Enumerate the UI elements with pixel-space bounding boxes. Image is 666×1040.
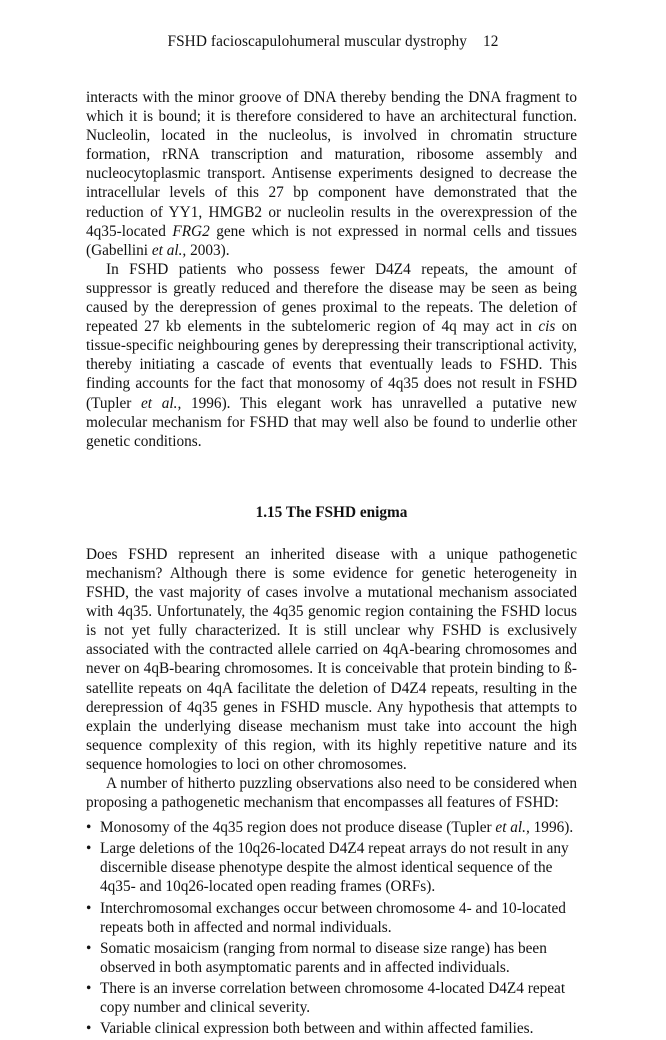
list-item <box>86 818 577 837</box>
list-item-text: 1996). <box>529 819 574 837</box>
gene-name-italic: FRG2 <box>172 222 210 240</box>
term-italic: cis <box>538 318 556 336</box>
list-item-text: Variable clinical expression both between and within affected families. <box>100 1020 534 1038</box>
bullet-glyph: • <box>86 939 92 957</box>
citation-italic: et al., <box>495 819 530 837</box>
paragraph-text: interacts with the minor groove of DNA thereby bending the DNA fragment to which it is bound; it is therefore considered to have an architectural function. Nucleolin, located in the nucleolus, is involved in chromatin structure formation, rRNA transcription and maturation, ribosome assembly and nucleocytoplasmic transport. Antisense experiments designed to decrease the intracellular levels of this 27 bp component have demonstrated that the reduction of YY1, HMGB2 or nucleolin results in the overexpression of the 4q35-located <box>86 89 577 240</box>
running-header <box>0 32 666 51</box>
list-item <box>86 979 577 1017</box>
list-item-text: Somatic mosaicism (ranging from normal to disease size range) has been observed in both asymptomatic parents and in affected individuals. <box>100 939 547 976</box>
list-item-text: Interchromosomal exchanges occur between chromosome 4- and 10-located repeats both in affected and normal individuals. <box>100 899 566 936</box>
page-number: 12 <box>483 33 499 50</box>
paragraph-text: 1996). This elegant work has unravelled a putative new molecular mechanism for FSHD that may well also be found to underlie other genetic conditions. <box>86 394 577 450</box>
bullet-glyph: • <box>86 819 92 837</box>
paragraph-enigma: Does FSHD represent an inherited disease with a unique pathogenetic mechanism? Although there is some evidence for genetic heterogeneity in FSHD, the vast majority of cases involve a mutational mechanism associated with 4q35. Unfortunately, the 4q35 genomic region containing the FSHD locus is not yet fully characterized. It is still unclear why FSHD is exclusively associated with the contracted allele carried on 4qA-bearing chromosomes and never on 4qB-bearing chromosomes. It is conceivable that protein binding to ß-satellite repeats on 4qA facilitate the deletion of D4Z4 repeats, resulting in the derepression of 4q35 genes in FSHD muscle. Any hypothesis that attempts to explain the underlying disease mechanism must take into account the high sequence complexity of this region, with its highly repetitive nature and its sequence homologies to loci on other chromosomes. <box>86 545 577 773</box>
bullet-glyph: • <box>86 899 92 917</box>
bullet-glyph: • <box>86 979 92 997</box>
list-item <box>86 1019 577 1038</box>
paragraph-text: 2003). <box>186 241 230 259</box>
paragraph-text: In FSHD patients who possess fewer D4Z4 repeats, the amount of suppressor is greatly reduced and therefore the disease may be seen as being caused by the derepression of genes proximal to the repeats. The deletion of repeated 27 kb elements in the subtelomeric region of 4q may act in <box>86 260 577 336</box>
running-header-title: FSHD facioscapulohumeral muscular dystrophy <box>167 33 468 50</box>
paragraph-text: gene which is not expressed in normal cells and tissues (Gabellini <box>86 222 577 259</box>
bullet-glyph: • <box>86 840 92 858</box>
list-item-text: There is an inverse correlation between chromosome 4-located D4Z4 repeat copy number and clinical severity. <box>100 979 566 1017</box>
bullet-glyph: • <box>86 1020 92 1038</box>
list-item-text: Large deletions of the 10q26-located D4Z4 repeat arrays do not result in any discernible disease phenotype despite the almost identical sequence of the 4q35- and 10q26-located open reading frames (ORFs). <box>100 840 569 896</box>
list-item <box>86 939 577 977</box>
paragraph-observations-intro: A number of hitherto puzzling observations also need to be considered when proposing a pathogenetic mechanism that encompasses all features of FSHD: <box>86 775 577 812</box>
paragraph-text: on tissue-specific neighbouring genes by derepressing their transcriptional activity, thereby initiating a cascade of events that eventually leads to FSHD. This finding accounts for the fact that monosomy of 4q35 does not result in FSHD (Tupler <box>86 318 577 412</box>
list-item-text: Monosomy of the 4q35 region does not produce disease (Tupler <box>100 819 496 837</box>
paragraph-continuation <box>86 88 577 260</box>
observations-list <box>86 818 577 1038</box>
list-item <box>86 839 577 896</box>
citation-italic: et al., <box>151 241 187 259</box>
list-item <box>86 899 577 937</box>
page-body <box>86 88 577 1040</box>
section-heading: 1.15 The FSHD enigma <box>255 503 408 521</box>
citation-italic: et al., <box>141 394 182 412</box>
paragraph-suppressor <box>86 260 577 451</box>
